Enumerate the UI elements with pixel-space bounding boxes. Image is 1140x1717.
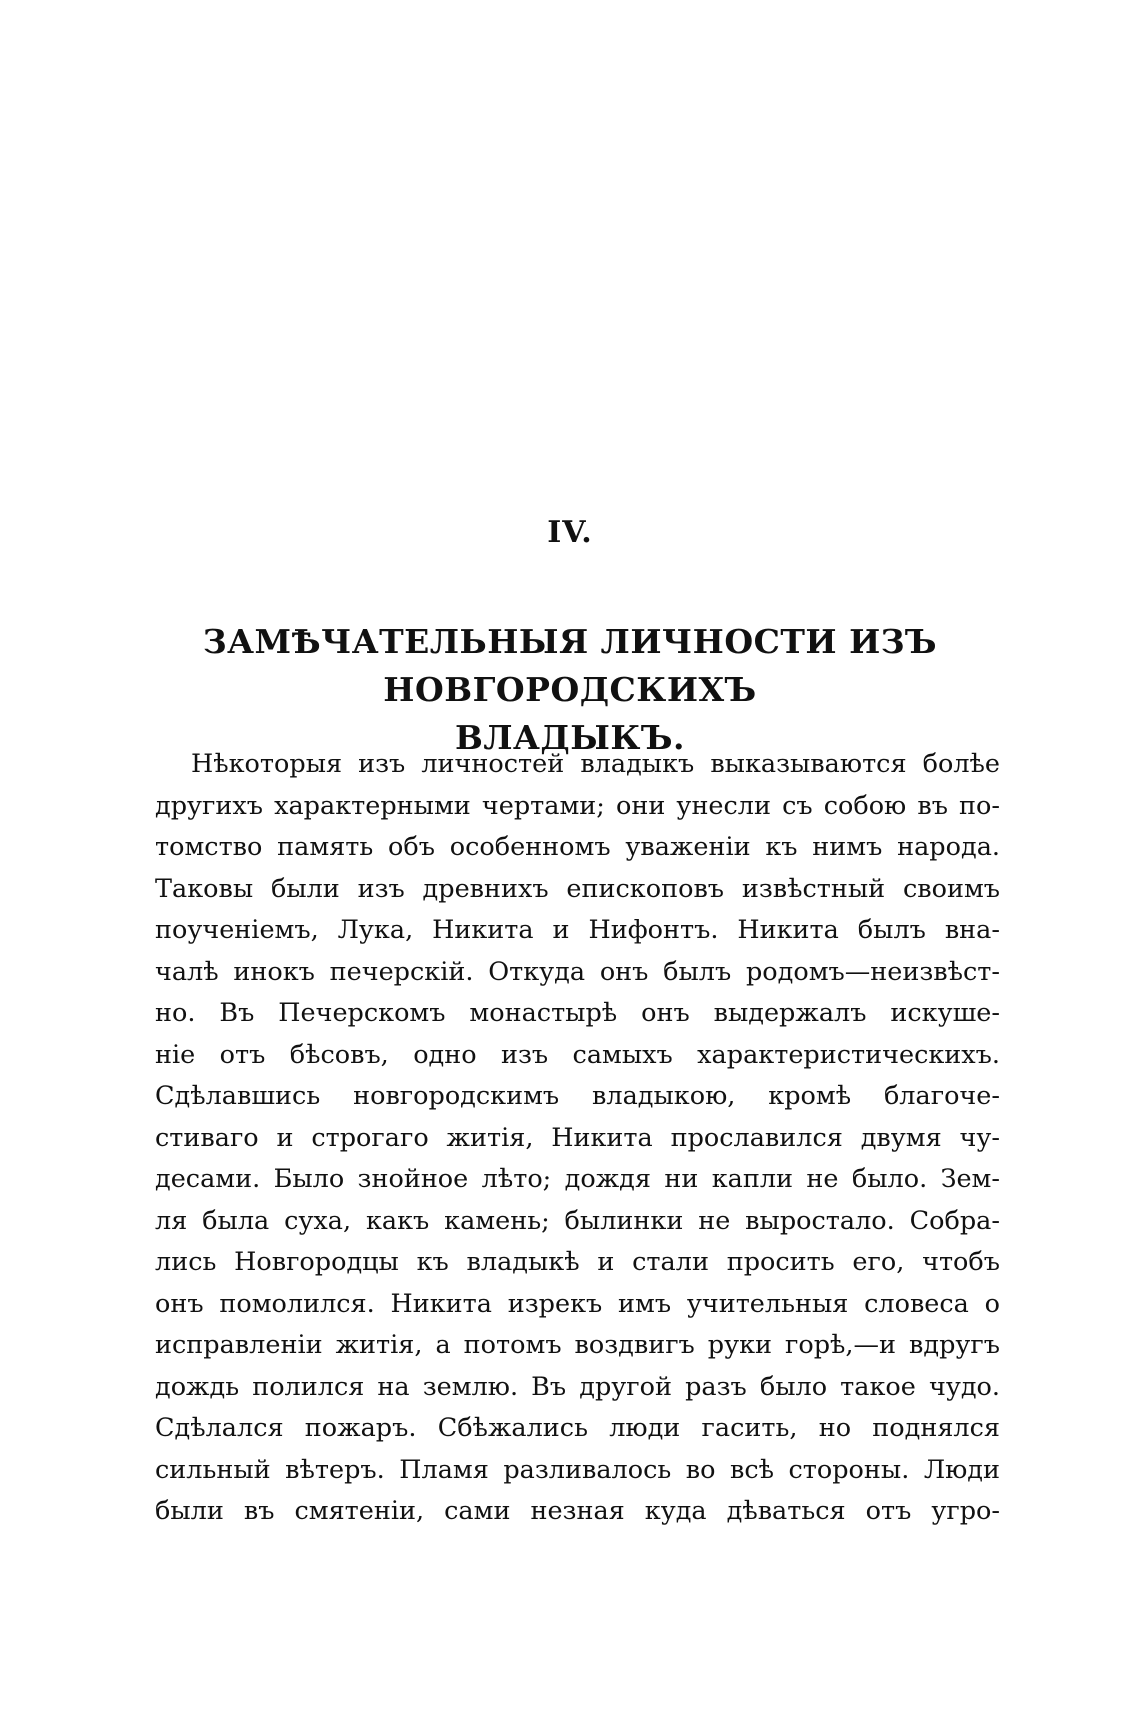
text-line: десами. Было знойное лѣто; дождя ни капли не было. Зем-	[155, 1164, 1000, 1194]
text-line: лись Новгородцы къ владыкѣ и стали просить его, чтобъ	[155, 1247, 1000, 1277]
chapter-title-line: ЗАМѢЧАТЕЛЬНЫЯ ЛИЧНОСТИ ИЗЪ НОВГОРОДСКИХЪ	[202, 622, 938, 709]
text-line: Сдѣлавшись новгородскимъ владыкою, кромѣ благоче-	[155, 1081, 1000, 1111]
text-line: Нѣкоторыя изъ личностей владыкъ выказываются болѣе	[191, 749, 1000, 779]
text-line: другихъ характерными чертами; они унесли съ собою въ по-	[155, 790, 1000, 821]
text-line: поученіемъ, Лука, Никита и Нифонтъ. Никита былъ вна-	[155, 915, 1000, 945]
text-line: были въ смятеніи, сами незная куда дѣваться отъ угро-	[155, 1496, 1000, 1526]
chapter-number: IV.	[547, 515, 593, 550]
text-line: исправленіи житія, а потомъ воздвигъ руки горѣ,—и вдругъ	[155, 1330, 1000, 1360]
text-line: Таковы были изъ древнихъ епископовъ извѣстный своимъ	[155, 873, 1000, 904]
text-line: сильный вѣтеръ. Пламя разливалось во всѣ стороны. Люди	[155, 1454, 1000, 1485]
text-line: Сдѣлался пожаръ. Сбѣжались люди гасить, но поднялся	[155, 1413, 1000, 1443]
text-line: стиваго и строгаго житія, Никита прославился двумя чу-	[155, 1122, 1000, 1153]
text-line: ля была суха, какъ камень; былинки не выростало. Собра-	[155, 1205, 1000, 1236]
chapter-title-line: ВЛАДЫКЪ.	[454, 718, 686, 757]
text-line: но. Въ Печерскомъ монастырѣ онъ выдержалъ искуше-	[155, 998, 1000, 1028]
text-line: чалѣ инокъ печерскій. Откуда онъ былъ родомъ—неизвѣст-	[155, 956, 1000, 987]
text-line: ніе отъ бѣсовъ, одно изъ самыхъ характеристическихъ.	[155, 1039, 1000, 1070]
text-line: онъ помолился. Никита изрекъ имъ учительныя словеса о	[155, 1288, 1000, 1319]
text-line: томство память объ особенномъ уваженіи къ нимъ народа.	[155, 832, 1000, 862]
body-paragraph	[155, 744, 1000, 1533]
text-line: дождь полился на землю. Въ другой разъ было такое чудо.	[155, 1371, 1000, 1402]
chapter-title	[150, 618, 990, 762]
